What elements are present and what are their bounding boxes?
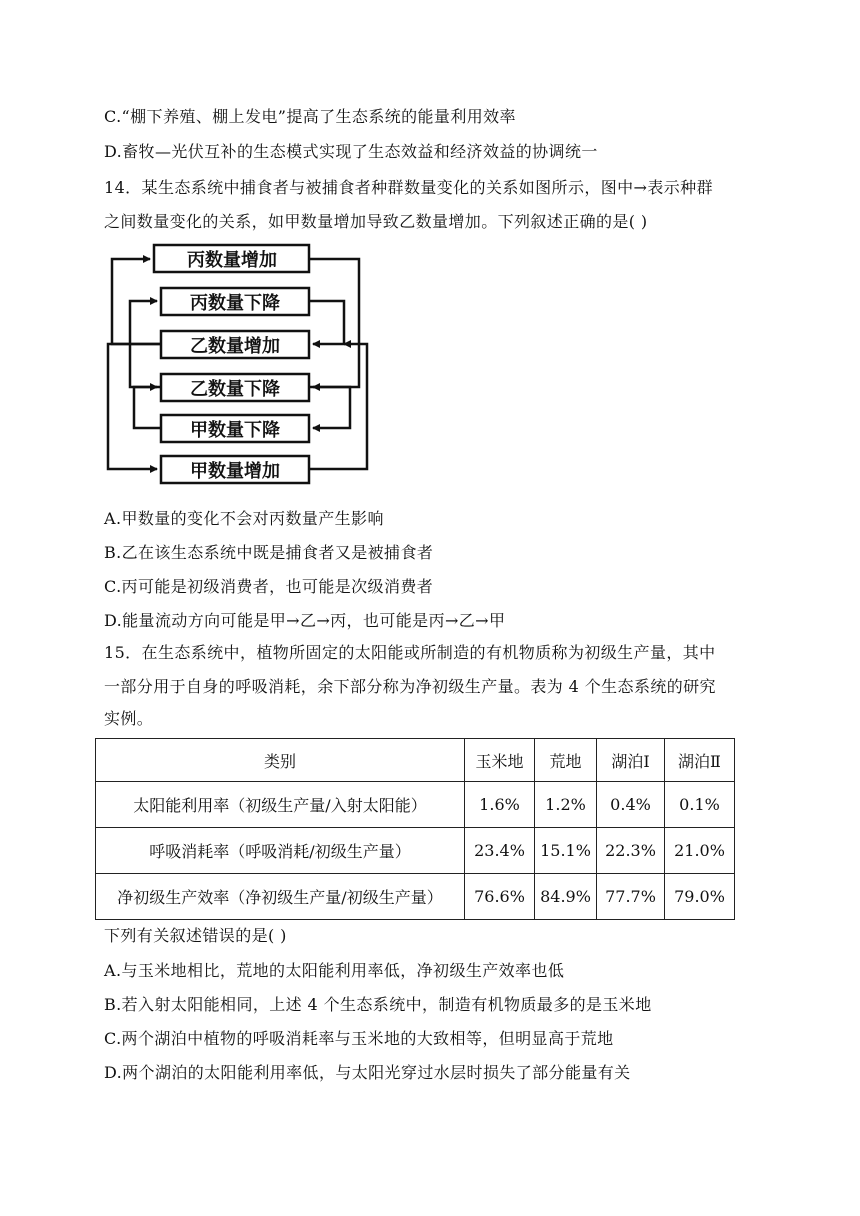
table-header-row: [96, 739, 735, 782]
q14-stem-line1: 14．某生态系统中捕食者与被捕食者种群数量变化的关系如图所示，图中→表示种群: [104, 178, 713, 197]
q15-question: 下列有关叙述错误的是( ): [104, 926, 287, 945]
q13-option-c: C.“棚下养殖、棚上发电”提高了生态系统的能量利用效率: [104, 107, 516, 126]
q15-stem-line1: 15．在生态系统中，植物所固定的太阳能或所制造的有机物质称为初级生产量，其中: [104, 643, 716, 662]
table-header-cell: 玉米地: [465, 739, 535, 782]
table-header-cell: 湖泊Ⅰ: [597, 739, 665, 782]
q14-option-a: A.甲数量的变化不会对丙数量产生影响: [104, 509, 384, 528]
q15-option-b: B.若入射太阳能相同，上述 4 个生态系统中，制造有机物质最多的是玉米地: [104, 995, 652, 1014]
table-cell: 呼吸消耗率（呼吸消耗/初级生产量）: [96, 828, 465, 874]
table-cell: 0.4%: [597, 782, 665, 828]
table-cell: 22.3%: [597, 828, 665, 874]
arrow-bing-up-to-yi-down: [309, 259, 359, 387]
box-bing-decrease-label: 丙数量下降: [190, 293, 280, 314]
table-cell: 太阳能利用率（初级生产量/入射太阳能）: [96, 782, 465, 828]
arrow-jia-down-to-yi-down: [134, 387, 161, 428]
data-table: [95, 738, 735, 920]
table-row: [96, 782, 735, 828]
q14-option-b: B.乙在该生态系统中既是捕食者又是被捕食者: [104, 543, 434, 562]
q15-option-a: A.与玉米地相比，荒地的太阳能利用率低，净初级生产效率也低: [104, 961, 565, 980]
box-yi-increase-label: 乙数量增加: [190, 336, 280, 357]
table-cell: 0.1%: [665, 782, 735, 828]
table-header-cell: 类别: [96, 739, 465, 782]
table-cell: 21.0%: [665, 828, 735, 874]
q14-option-c: C.丙可能是初级消费者，也可能是次级消费者: [104, 577, 434, 596]
q13-option-d: D.畜牧—光伏互补的生态模式实现了生态效益和经济效益的协调统一: [104, 142, 598, 161]
table-cell: 15.1%: [535, 828, 597, 874]
q15-stem-line3: 实例。: [104, 709, 154, 728]
table-row: [96, 874, 735, 920]
table-row: [96, 828, 735, 874]
table-cell: 1.2%: [535, 782, 597, 828]
q15-option-d: D.两个湖泊的太阳能利用率低，与太阳光穿过水层时损失了部分能量有关: [104, 1063, 631, 1082]
table-cell: 76.6%: [465, 874, 535, 920]
table-cell: 79.0%: [665, 874, 735, 920]
box-bing-increase-label: 丙数量增加: [187, 250, 277, 271]
box-jia-increase-label: 甲数量增加: [190, 461, 280, 482]
box-yi-decrease-label: 乙数量下降: [190, 379, 280, 400]
table-cell: 23.4%: [465, 828, 535, 874]
table-header-cell: 荒地: [535, 739, 597, 782]
q14-stem-line2: 之间数量变化的关系，如甲数量增加导致乙数量增加。下列叙述正确的是( ): [104, 212, 648, 231]
table-cell: 77.7%: [597, 874, 665, 920]
box-jia-decrease-label: 甲数量下降: [190, 420, 280, 441]
q15-option-c: C.两个湖泊中植物的呼吸消耗率与玉米地的大致相等，但明显高于荒地: [104, 1029, 614, 1048]
arrow-yi-down-to-jia-down: [309, 387, 350, 428]
table-cell: 净初级生产效率（净初级生产量/初级生产量）: [96, 874, 465, 920]
table-header-cell: 湖泊Ⅱ: [665, 739, 735, 782]
q14-option-d: D.能量流动方向可能是甲→乙→丙，也可能是丙→乙→甲: [104, 611, 506, 630]
q15-stem-line2: 一部分用于自身的呼吸消耗，余下部分称为净初级生产量。表为 4 个生态系统的研究: [104, 677, 716, 696]
table-cell: 1.6%: [465, 782, 535, 828]
population-relationship-diagram: [104, 240, 374, 490]
table-cell: 84.9%: [535, 874, 597, 920]
arrow-bing-down-to-yi-up: [309, 301, 344, 344]
